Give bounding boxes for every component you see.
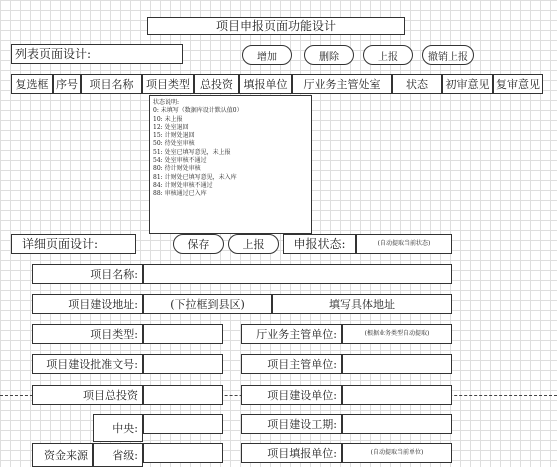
column-header-project-type[interactable]: 项目类型 — [142, 74, 194, 94]
provincial-fund-label: 省级: — [93, 443, 143, 467]
column-header-index[interactable]: 序号 — [53, 74, 81, 94]
legend-item: 81: 计财处已填写意见，未入库 — [153, 173, 237, 181]
legend-item: 51: 处室已填写意见，未上报 — [153, 148, 231, 156]
project-name-label: 项目名称: — [32, 264, 143, 284]
reporting-unit-label: 项目填报单位: — [241, 443, 342, 463]
submit-button[interactable]: 上报 — [363, 45, 413, 65]
column-header-total-investment[interactable]: 总投资 — [194, 74, 239, 94]
construction-period-label: 项目建设工期: — [241, 414, 342, 434]
status-label: 申报状态: — [283, 234, 356, 254]
legend-item: 54: 处室审核不通过 — [153, 157, 207, 165]
legend-title: 状态说明: — [153, 99, 180, 106]
status-field: (自动提取当前状态) — [356, 234, 452, 254]
construction-unit-label: 项目建设单位: — [241, 385, 342, 405]
column-header-initial-review[interactable]: 初审意见 — [442, 74, 493, 94]
total-investment-input[interactable] — [143, 385, 223, 405]
column-header-status[interactable]: 状态 — [392, 74, 442, 94]
approval-doc-input[interactable] — [143, 354, 223, 374]
legend-item: 80: 待计财处审核 — [153, 165, 201, 173]
central-fund-input[interactable] — [143, 414, 223, 434]
fund-source-label: 资金来源 — [32, 443, 93, 467]
column-header-project-name[interactable]: 项目名称 — [81, 74, 142, 94]
legend-item: 0: 未填写（数据库设计默认值0） — [153, 107, 243, 115]
construction-period-input[interactable] — [342, 414, 452, 434]
save-button[interactable]: 保存 — [173, 234, 224, 254]
legend-item: 88: 审核通过已入库 — [153, 190, 207, 198]
project-name-input[interactable] — [143, 264, 452, 284]
withdraw-submit-button[interactable]: 撤销上报 — [422, 45, 474, 65]
column-header-reporting-unit[interactable]: 填报单位 — [239, 74, 292, 94]
project-type-label: 项目类型: — [32, 324, 143, 344]
reporting-unit-field: (自动提取当前单位) — [342, 443, 452, 463]
legend-item: 12: 处室退回 — [153, 123, 189, 131]
column-header-second-review[interactable]: 复审意见 — [493, 74, 543, 94]
address-district-dropdown[interactable]: (下拉框到县区) — [143, 294, 272, 314]
page-title: 项目申报页面功能设计 — [147, 17, 405, 35]
legend-item: 15: 计财处退回 — [153, 132, 195, 140]
project-address-label: 项目建设地址: — [32, 294, 143, 314]
delete-button[interactable]: 删除 — [304, 45, 354, 65]
central-fund-label: 中央: — [93, 414, 143, 442]
column-header-dept-office[interactable]: 厅业务主管处室 — [292, 74, 392, 94]
column-header-checkbox[interactable]: 复选框 — [11, 74, 53, 94]
legend-item: 10: 未上报 — [153, 115, 183, 123]
project-type-input[interactable] — [143, 324, 223, 344]
approval-doc-label: 项目建设批准文号: — [32, 354, 143, 374]
total-investment-label: 项目总投资 — [32, 385, 143, 405]
detail-submit-button[interactable]: 上报 — [228, 234, 279, 254]
legend-item: 84: 计财处审核不通过 — [153, 181, 213, 189]
dept-unit-label: 厅业务主管单位: — [241, 324, 342, 344]
legend-item: 50: 待处室审核 — [153, 140, 195, 148]
status-legend — [149, 95, 312, 234]
construction-unit-input[interactable] — [342, 385, 452, 405]
detail-section-label: 详细页面设计: — [11, 234, 136, 254]
provincial-fund-input[interactable] — [143, 443, 223, 463]
dept-unit-field: (根据业务类型自动提取) — [342, 324, 452, 344]
address-detail-input[interactable]: 填写具体地址 — [272, 294, 452, 314]
add-button[interactable]: 增加 — [242, 45, 292, 65]
list-section-label: 列表页面设计: — [11, 44, 183, 64]
supervisor-unit-input[interactable] — [342, 354, 452, 374]
supervisor-unit-label: 项目主管单位: — [241, 354, 342, 374]
